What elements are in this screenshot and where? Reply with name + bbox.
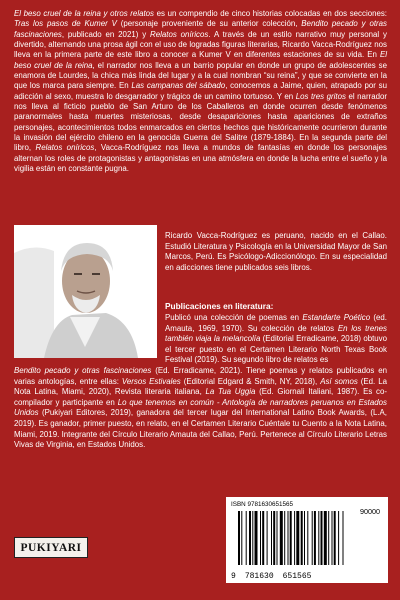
pub-title: Así somos <box>320 376 358 386</box>
publisher-logo-text: PUKIYARI <box>20 541 82 554</box>
pub-text: Publicó una colección de poemas en <box>165 313 303 322</box>
blurb-title: El beso cruel de la reina y otros relatos <box>14 9 154 18</box>
author-bio: Ricardo Vacca-Rodríguez es peruano, nacido en el Callao. Estudió Literatura y Psicología en la Universidad Mayor de San Marcos, Perú. Es Psicólogo-Adiccionólogo. En su especialidad en adicciones tiene publicados seis libros. <box>165 231 387 272</box>
pub-text: (Ed. La Nota Latina, Miami, 2020), Revista literaria italiana, <box>14 376 387 397</box>
pub-text: (Pukiyari Editores, 2019), ganadora del tercer lugar del International Latino Book Awards, (L.A, 2019). Es ganador, primer puesto, en relato, en el Certamen Literario Cuéntale tu Cuento a la Nota Latina, Miami, 2019. Integrante del Círculo Literario Amauta del Callao, Perú. Pertenece al Círculo Literario Letras Vivas de Virginia, en Estados Unidos. <box>14 408 387 450</box>
pub-title: Estandarte Poético <box>302 313 371 322</box>
blurb-title: Los tres gritos <box>295 91 346 101</box>
pub-title: Versos Estivales <box>121 376 181 386</box>
author-portrait-icon <box>14 225 157 358</box>
pub-text: (ed. Amauta, 1969, 1970). Su colección de relatos <box>165 313 387 333</box>
blurb-text: , el narrador nos lleva a un barrio popular en donde un grupo de adolescentes se enamora de Lourdes, la chica más linda del lugar y a la cual nombran “su reina”, y que se convierte en la que los marca para siempre. En <box>14 60 387 91</box>
blurb-title: Relatos oníricos <box>35 143 95 153</box>
pub-title: Bendito pecado y otras fascinaciones <box>14 366 152 375</box>
isbn-barcode <box>226 497 388 583</box>
blurb-title: Bendito pecado y otras fascinaciones <box>14 19 387 39</box>
publisher-logo <box>14 537 88 558</box>
blurb-text: . A través de un estilo narrativo muy personal y divertido, alternando una prosa ágil con el uso de logradas figuras literarias, Ricardo Vacca-Rodríguez nos lleva en la primera parte de este libro a conocer a Kumer V en diferentes estaciones de su vida. En <box>14 29 388 60</box>
back-cover-blurb <box>14 9 387 175</box>
blurb-text: , conocemos a Jaime, quien, atrapado por su adicción al sexo, muestra lo desgarrador y trágico de un camino tortuoso. Y en <box>14 81 388 101</box>
pub-text: (Editorial Edgard & Smith, NY, 2018), <box>180 376 321 386</box>
ean-digits <box>231 572 383 581</box>
barcode-icon <box>238 511 378 567</box>
publications-text-top <box>165 313 387 366</box>
ean-digit-group: 781630 <box>244 572 274 581</box>
pub-text: (Editorial Erradicame, 2018) obtuvo el tercer puesto en el Certamen Literario North Texas Book Festival (2019). Su segundo libro de relatos es <box>165 334 388 365</box>
blurb-title: El beso cruel de la reina <box>14 50 387 70</box>
blurb-text: (personaje proveniente de su anterior colección, <box>116 19 302 29</box>
ean-digit-group: 9 <box>231 572 236 581</box>
pub-title: La Tua Uggia <box>205 387 256 397</box>
blurb-text: el narrador nos lleva al ficticio pueblo de San Arturo de los Caballeros en donde ocurren desde fenómenos paranormales hasta muertes misteriosas, desde desapariciones hasta apariciones de extraños personajes, acontecimientos todos enmarcados en ciertos hechos que históricamente ocurrieron durante la invasión del ejército chileno en la genocida Guerra del Salitre (1879-1884). En la segunda parte del libro, <box>14 91 387 153</box>
isbn-label: ISBN 9781630651565 <box>231 501 293 508</box>
blurb-title: Tras los pasos de Kumer V <box>14 19 117 29</box>
blurb-title: Relatos oníricos <box>150 29 209 39</box>
pub-title: En los trenes también viaja la melancolía <box>165 323 387 344</box>
price-code: 90000 <box>360 507 380 516</box>
blurb-title: Las campanas del sábado <box>131 81 226 91</box>
blurb-text: , Vacca-Rodríguez nos lleva a mundos de fantasías en donde los personajes alternan los roles de protagonistas y antagonistas en una atmósfera en donde la lucha entre el sueño y la vigilia están en constante pugna. <box>14 143 387 174</box>
pub-text: (Ed. Erradicame, 2021). Tiene poemas y relatos publicados en varias antologías, entre ellas: <box>14 366 388 386</box>
ean-digit-group: 651565 <box>282 572 312 581</box>
publications-heading: Publicaciones en literatura: <box>165 301 274 311</box>
pub-text: (Ed. Giornali Italiani, 1987). Es co-compilador y participante en <box>14 387 387 407</box>
blurb-text: , publicado en 2021) y <box>61 29 151 39</box>
publications-text-bottom <box>14 366 387 451</box>
pub-title: Lo que tenemos en común - Antología de narradores peruanos en Estados Unidos <box>14 397 387 418</box>
author-photo <box>14 225 157 358</box>
blurb-text: es un compendio de cinco historias colocadas en dos secciones: <box>154 9 388 18</box>
